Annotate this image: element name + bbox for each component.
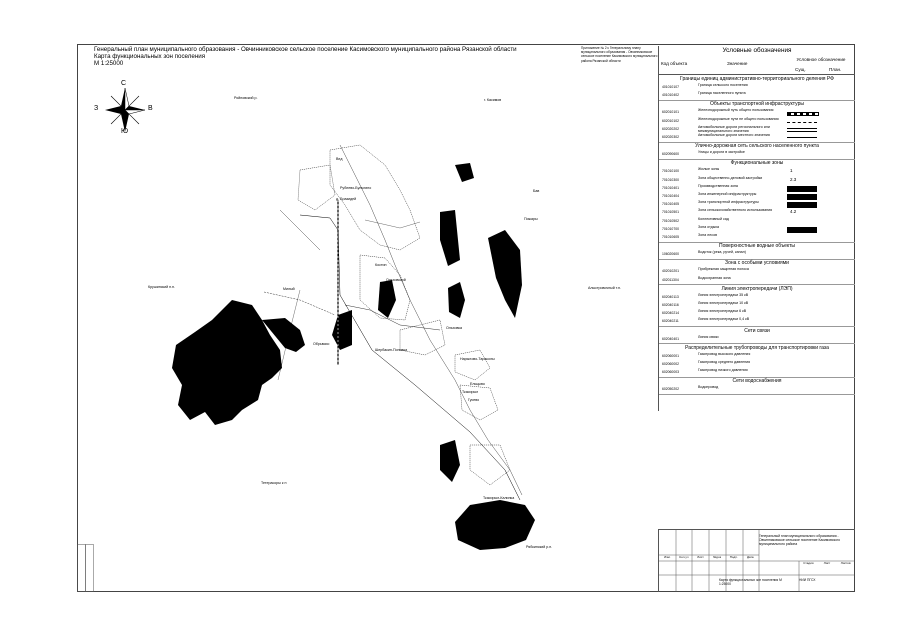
legend-section-title: Сети водоснабжения [732,378,782,385]
legend-row [659,317,855,326]
map-title: Генеральный план муниципального образования - Овчинниковское сельское поселение Касимовского муниципального района Рязанской области [94,46,517,53]
legend-symbol-swatch [787,122,817,123]
stage-col-label: Листов [840,561,851,565]
legend-row [659,233,855,242]
title-block-grid [659,530,855,592]
map-label: Крушинский п.н. [148,285,176,289]
map-label: Нарылово-Тараколы [460,357,495,361]
legend-label: Водопровод [698,385,719,390]
map-label: Ольховской [386,278,406,282]
legend-label: Коллективный сад [698,216,729,221]
legend-label: Линия электропередачи 10 кВ [698,301,749,305]
legend-row [659,91,855,100]
map-subtitle: Карта функциональных зон поселения [94,53,206,60]
stage-col-label: Лист [823,561,831,565]
legend-symbol-swatch [787,137,817,138]
legend-zone-index: 4.2 [790,209,797,215]
rivers [280,145,522,495]
legend-label: Линия электропередачи 35 кВ [698,292,749,297]
legend-code: 602050202 [662,387,679,392]
appendix-note: Приложение № 2 к Генеральному плану муниципального образования - Овчинниковское сельское поселение Касимовского муниципального района Рязанской области [581,46,658,63]
legend-code: 602040116 [662,303,679,307]
map-label: Бав [533,189,540,193]
compass-south: Ю [121,128,129,135]
legend-row [659,385,855,394]
legend-label: Зона отдыха [698,224,720,229]
legend-label: Зона транспортной инфраструктуры [698,200,759,205]
map-label: Ройновский р. [234,96,258,100]
legend-section-title: Зона с особыми условиями [725,260,789,267]
legend-divider [659,394,855,395]
legend-label: Зона инженерной инфраструктуры [698,192,757,196]
map-label: Ткасирыл-Калинка [483,496,515,500]
legend-col-code: Код объекта [661,61,688,66]
legend-label: Железнодорожный путь общего пользования [698,108,774,113]
legend-code: 602060002 [662,362,679,366]
legend-symbol-swatch [787,194,817,200]
legend-code: 401010107 [662,85,679,89]
stage-col-label: Стадия [803,561,814,565]
legend-col-existing: Сущ. [795,67,806,72]
legend-label: Железнодорожные пути не общего пользования [698,116,779,121]
legend-label: Прибрежная защитная полоса [698,267,749,272]
legend-symbol-swatch [787,227,817,233]
legend-code: 602020302 [662,135,679,139]
legend-section-title: Улично-дорожная сеть сельского населенного пункта [695,143,819,150]
legend-code: 701010404 [662,194,679,198]
map-label: Обрьвсио [313,342,330,346]
map-label: Рублево-Булыгино [340,186,372,190]
title-block-sheet: Карта функциональных зон поселения М 1:25000 [719,578,782,586]
legend-code: 701010100 [662,169,679,174]
binding-margin-grid [77,544,127,592]
legend-label: Газопровод среднего давления [698,360,751,364]
revision-col-label: Дата [746,555,754,559]
legend-header [659,46,855,75]
revision-col-label: №док [713,555,722,559]
legend-label: Автомобильные дороги регионального или межмуниципального значения [698,124,770,133]
legend-section-title: Поверхностные водные объекты [718,243,796,250]
legend-code: 602060003 [662,370,679,375]
legend-label: Газопровод высокого давления [698,351,751,356]
legend-col-symbol: Условное обозначение [796,57,846,62]
revision-col-label: Лист [697,555,704,559]
legend-row [659,133,855,142]
compass-west: З [94,105,99,112]
map-label: Костин [375,263,387,267]
legend-label: Граница сельского поселения [698,83,748,87]
legend-row [659,150,855,159]
legend-code: 701010501 [662,210,679,215]
revision-col-label: Кол.уч [679,555,689,559]
legend-code: 402011304 [662,277,679,282]
legend-code: 602040211 [662,319,679,324]
map-label: г. Касимов [484,98,502,102]
revision-col-label: Подп. [729,555,738,559]
title-block-project: Генеральный план муниципального образования - Овчинниковское сельское поселение Касимовского муниципального района [759,534,841,546]
legend-code: 701010401 [662,185,679,190]
legend-label: Линия электропередачи 6 кВ [698,309,747,314]
legend-code: 106020600 [662,252,679,257]
compass-east: В [148,105,153,112]
legend-row [659,250,855,259]
legend-code: 602040401 [662,336,679,341]
legend-section-title: Линия электропередачи (ЛЭП) [721,285,793,292]
legend-label: Граница населенного пункта [698,91,746,96]
legend-label: Зона сельскохозяйственного использования [698,208,773,213]
map-label: Ельцыво [470,382,485,386]
map-label: Ткасирыл [462,390,479,394]
legend-zone-index: 2.3 [790,176,797,182]
legend-symbol-swatch [787,186,817,192]
title-block-org: НИИ ПГСХ [799,578,816,582]
map-scale: М 1:25000 [94,60,124,67]
legend-label: Автомобильные дороги местного значения [698,133,770,137]
settlement-outlines [298,145,510,485]
legend-label: Водоток (река, ручей, канал) [698,250,746,255]
legend-label: Линия электропередачи 0,4 кВ [698,317,750,322]
legend-code: 402010201 [662,269,679,274]
legend-section-title: Границы единиц административно-территориального деления РФ [680,76,834,82]
legend-code: 701010700 [662,226,679,231]
legend-section-title: Распределительные трубопроводы для транспортировки газа [685,344,829,351]
legend-code: 701010300 [662,177,679,182]
map-label: Шербакин-Поповка [375,348,408,352]
legend-code: 602060001 [662,353,679,358]
legend-label: Водоохранная зона [698,275,731,280]
map-label: д. Бразидей [336,197,357,201]
legend-label: Линия связи [698,334,719,339]
map-label: Тетерасоры к н [261,481,287,485]
legend-code: 602010102 [662,118,679,123]
legend-label: Зона лесов [698,233,717,237]
legend-zone-index: 1 [790,168,793,174]
legend-code: 602020202 [662,126,679,131]
legend-row [659,276,855,285]
legend-code: 602090600 [662,152,679,157]
legend-section-title: Сети связи [744,327,770,334]
legend-code: 602040113 [662,294,679,299]
map-label: Рябкинский р.п. [526,545,553,549]
map-label: Ольховка [446,326,463,330]
legend-code: 701010502 [662,218,679,223]
legend-row [659,368,855,377]
legend-label: Улицы и дороги в застройке [698,150,745,155]
legend-code: 701010405 [662,202,679,207]
compass-north: С [121,80,127,87]
legend-label: Газопровод низкого давления [698,368,748,373]
legend-code: 602010101 [662,110,679,115]
legend-col-planned: План. [829,67,842,72]
map-label: Вед [336,157,343,161]
legend-label: Зона общественно-деловой застройки [698,175,763,180]
legend-section-title: Объекты транспортной инфраструктуры [710,101,804,108]
title-block [658,529,855,592]
map-label: Алыстровочный т.п. [588,286,621,290]
map-label: Милый [283,287,295,291]
legend-row [659,335,855,344]
map-label: Пожары [524,217,538,221]
legend-label: Производственная зона [698,183,738,188]
map-label: Гусево [468,398,480,402]
legend-section-title: Функциональные зоны [730,160,784,167]
legend-code: 701010605 [662,235,679,239]
legend-col-name: Значение [727,61,748,66]
revision-col-label: Изм. [664,555,671,559]
legend-code: 602040214 [662,311,679,316]
legend-symbol-swatch [787,202,817,208]
legend-panel [658,46,855,411]
legend-code: 401010402 [662,93,679,98]
legend-title: Условные обозначения [722,47,792,54]
legend-label: Жилые зоны [698,167,720,172]
legend-symbol-swatch [787,128,817,132]
